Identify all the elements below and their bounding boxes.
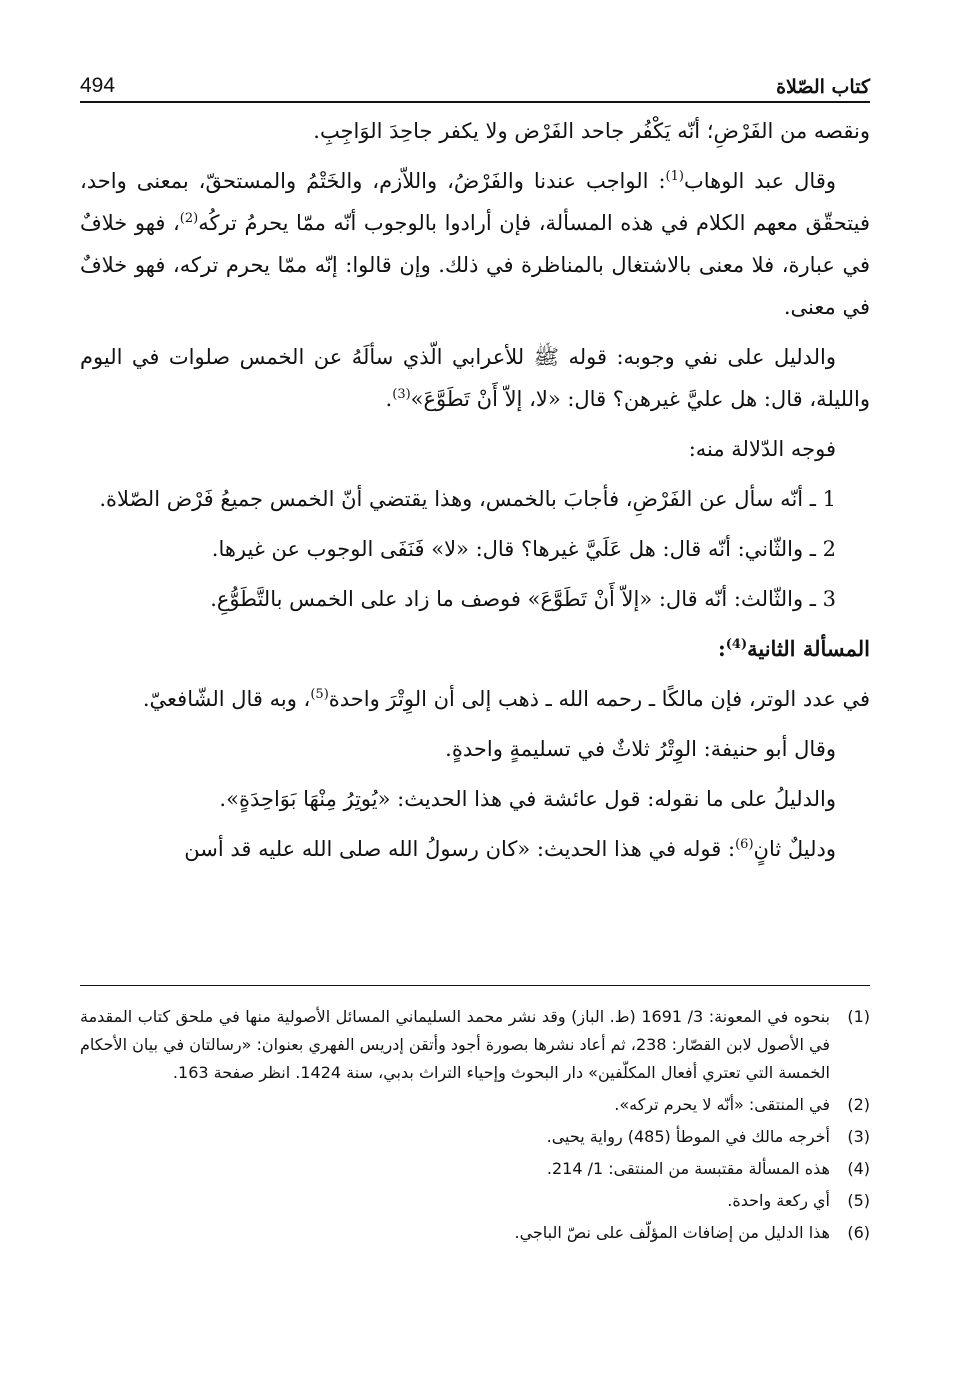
footnote-text: في المنتقى: «أنّه لا يحرم تركه». <box>614 1095 830 1114</box>
paragraph-9: وقال أبو حنيفة: الوِتْرُ ثلاثٌ في تسليمةٍ واحدةٍ. <box>445 737 836 761</box>
footnote-6 <box>80 1219 870 1247</box>
footnote-5 <box>80 1187 870 1215</box>
footnote-3 <box>80 1123 870 1151</box>
footnote-ref-3[interactable]: (3) <box>392 387 411 402</box>
paragraph-1: ونقصه من الفَرْضِ؛ أنّه يَكْفُر جاحد الفَرْض ولا يكفر جاحِدَ الوَاجِبِ. <box>313 119 870 143</box>
footnote-ref-6[interactable]: (6) <box>735 837 754 852</box>
footnote-text: أي ركعة واحدة. <box>727 1191 830 1210</box>
paragraph-11: ودليلٌ ثانٍ$^{(6)}$: قوله في هذا الحديث: «كان رسولُ الله صلى الله عليه قد أسن <box>184 837 836 861</box>
list-item-1: 1 ـ أنّه سأل عن الفَرْضِ، فأجابَ بالخمس، وهذا يقتضي أنّ الخمس جميعُ فَرْض الصّلاة. <box>99 487 836 511</box>
header-rule <box>80 101 870 103</box>
footnote-ref-5[interactable]: (5) <box>310 687 329 702</box>
footnote-1 <box>80 1003 870 1087</box>
footnote-text: هذه المسألة مقتبسة من المنتقى: 1/ 214. <box>546 1159 830 1178</box>
footnote-ref-1[interactable]: (1) <box>665 169 684 184</box>
paragraph-4: فوجه الدّلالة منه: <box>688 437 836 461</box>
paragraph-3: والدليل على نفي وجوبه: قوله ﷺ للأعرابي الّذي سألَهُ عن الخمس صلوات في اليوم والليلة، قال: هل عليَّ غيرهن؟ قال: «لا، إلاّ أَنْ تَطَوَّعَ»$^{(3)}$. <box>80 345 870 411</box>
footnote-text: هذا الدليل من إضافات المؤلّف على نصّ الباجي. <box>514 1223 830 1242</box>
footnote-4 <box>80 1155 870 1183</box>
footnotes <box>80 1003 870 1251</box>
list-item-3: 3 ـ والثّالث: أنّه قال: «إلاّ أَنْ تَطَوَّعَ» فوصف ما زاد على الخمس بالتَّطَوُّعِ. <box>210 587 836 611</box>
paragraph-10: والدليلُ على ما نقوله: قول عائشة في هذا الحديث: «يُوتِرُ مِنْهَا بَوَاحِدَةٍ». <box>219 787 836 811</box>
footnote-ref-2[interactable]: (2) <box>179 211 199 226</box>
main-text <box>80 110 870 878</box>
footnote-2 <box>80 1091 870 1119</box>
footnote-number: (2) <box>847 1095 870 1114</box>
footnote-number: (6) <box>847 1223 870 1242</box>
running-title: كتاب الصّلاة <box>776 76 870 98</box>
footnote-number: (3) <box>847 1127 870 1146</box>
footnote-number: (5) <box>847 1191 870 1210</box>
footnote-rule <box>80 985 870 986</box>
paragraph-2: وقال عبد الوهاب$^{(1)}$: الواجب عندنا والفَرْضُ، واللاّزم، والخَتْمُ والمستحقّ، بمعنى واحد، فيتحقّق معهم الكلام في هذه المسألة، فإن أرادوا بالوجوب أنّه ممّا يحرمُ تركُه$^{(2)}$، فهو خلافٌ في عبارة، فلا معنى بالاشتغال بالمناظرة في ذلك. وإن قالوا: إنّه ممّا يحرم تركه، فهو خلافٌ في معنى. <box>80 169 870 319</box>
footnote-ref-4[interactable]: (4) <box>725 637 748 652</box>
list-item-2: 2 ـ والثّاني: أنّه قال: هل عَلَيَّ غيرها؟ قال: «لا» فَنَفَى الوجوب عن غيرها. <box>211 537 836 561</box>
paragraph-8: في عدد الوتر، فإن مالكًا ـ رحمه الله ـ ذهب إلى أن الوِتْرَ واحدة$^{(5)}$، وبه قال الشّافعيّ. <box>142 687 870 711</box>
page-header <box>80 62 870 98</box>
footnote-number: (1) <box>847 1007 870 1026</box>
page-number: 494 <box>80 74 116 97</box>
section-heading: المسألة الثانية$^{(4)}$: <box>717 636 870 661</box>
footnote-text: بنحوه في المعونة: 3/ 1691 (ط. الباز) وقد نشر محمد السليماني المسائل الأصولية منها في ملحق كتاب المقدمة في الأصول لابن القصّار: 238، ثم أعاد نشرها بصورة أجود وأتقن إدريس الفهري بعنوان: «رسالتان في بيان الأحكام الخمسة التي تعتري أفعال المكلّفين» دار البحوث وإحياء التراث بدبي، سنة 1424. انظر صفحة 163. <box>80 1007 831 1082</box>
footnote-text: أخرجه مالك في الموطأ (485) رواية يحيى. <box>546 1127 830 1146</box>
footnote-number: (4) <box>847 1159 870 1178</box>
